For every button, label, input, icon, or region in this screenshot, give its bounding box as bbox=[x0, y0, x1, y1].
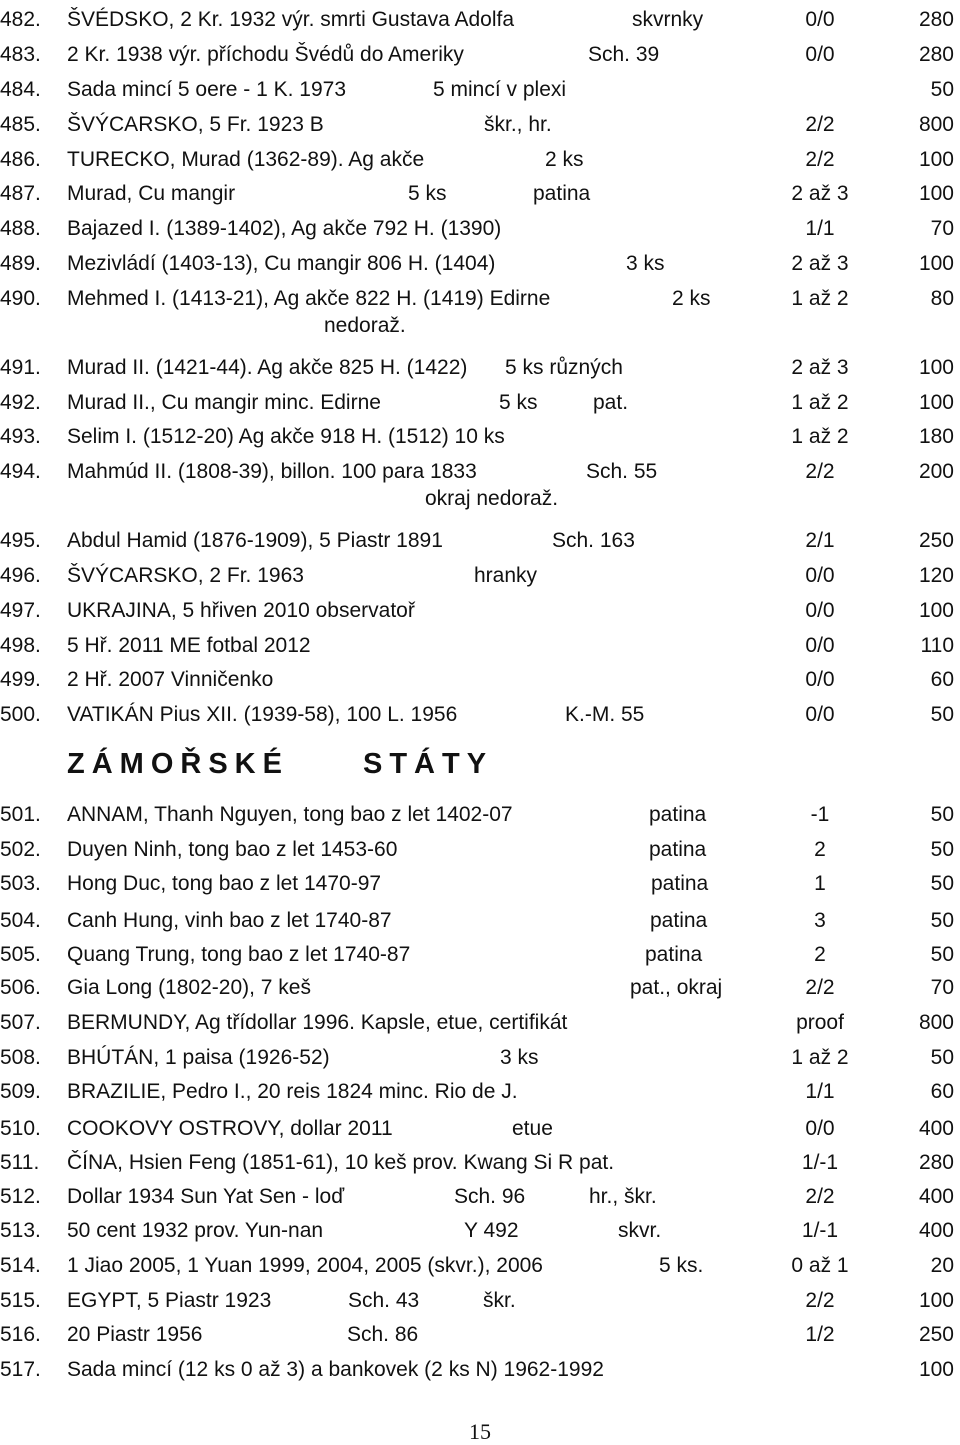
catalog-row bbox=[0, 697, 960, 731]
lot-number: 495. bbox=[0, 529, 41, 552]
lot-description: Canh Hung, vinh bao z let 1740-87 bbox=[67, 909, 392, 932]
lot-description: Sada mincí 5 oere - 1 K. 1973 bbox=[67, 78, 346, 101]
lot-description: Duyen Ninh, tong bao z let 1453-60 bbox=[67, 838, 398, 861]
lot-grade: 1 až 2 bbox=[791, 287, 849, 310]
lot-price: 100 bbox=[918, 599, 954, 622]
lot-extra: pat., okraj bbox=[630, 976, 723, 999]
lot-price: 100 bbox=[918, 356, 954, 379]
lot-grade: 1 až 2 bbox=[791, 1046, 849, 1069]
lot-grade: 2 až 3 bbox=[791, 252, 849, 275]
lot-description: EGYPT, 5 Piastr 1923 bbox=[67, 1289, 272, 1312]
catalog-row bbox=[0, 1005, 960, 1039]
catalog-row bbox=[0, 37, 960, 71]
lot-description: Murad II., Cu mangir minc. Edirne bbox=[67, 391, 381, 414]
lot-number: 501. bbox=[0, 803, 41, 826]
lot-price: 100 bbox=[918, 182, 954, 205]
lot-extra: Y 492 bbox=[464, 1219, 519, 1242]
catalog-row bbox=[0, 628, 960, 662]
lot-extra: škr., hr. bbox=[484, 113, 552, 136]
lot-grade: 1/1 bbox=[805, 1080, 835, 1103]
lot-price: 110 bbox=[920, 634, 954, 657]
lot-number: 506. bbox=[0, 976, 41, 999]
lot-extra: 5 mincí v plexi bbox=[433, 78, 567, 101]
lot-description: ŠVÝCARSKO, 5 Fr. 1923 B bbox=[67, 113, 324, 136]
lot-grade: 0/0 bbox=[805, 564, 835, 587]
lot-description: Selim I. (1512-20) Ag akče 918 H. (1512) 10 ks bbox=[67, 425, 505, 448]
lot-description: 2 Kr. 1938 výr. příchodu Švédů do Ameriky bbox=[67, 43, 464, 66]
lot-number: 516. bbox=[0, 1323, 41, 1346]
lot-extra: 5 ks. bbox=[659, 1254, 704, 1277]
lot-description: Murad II. (1421-44). Ag akče 825 H. (1422) bbox=[67, 356, 468, 379]
lot-grade: -1 bbox=[810, 803, 830, 826]
lot-extra: 5 ks bbox=[408, 182, 447, 205]
lot-grade: 1/2 bbox=[805, 1323, 835, 1346]
lot-extra: Sch. 43 bbox=[348, 1289, 420, 1312]
lot-grade: 2 až 3 bbox=[791, 182, 849, 205]
lot-grade: 2 až 3 bbox=[791, 356, 849, 379]
lot-description: BRAZILIE, Pedro I., 20 reis 1824 minc. Rio de J. bbox=[67, 1080, 518, 1103]
lot-extra: skvrnky bbox=[632, 8, 704, 31]
lot-grade: 2/2 bbox=[805, 148, 835, 171]
section-heading-part-2: STÁTY bbox=[363, 748, 494, 780]
lot-description: BERMUNDY, Ag třídollar 1996. Kapsle, etue, certifikát bbox=[67, 1011, 568, 1034]
lot-number: 510. bbox=[0, 1117, 41, 1140]
lot-extra: Sch. 86 bbox=[347, 1323, 419, 1346]
lot-extra: patina bbox=[650, 909, 708, 932]
lot-extra: Sch. 96 bbox=[454, 1185, 526, 1208]
lot-price: 50 bbox=[930, 803, 954, 826]
lot-grade: 1/-1 bbox=[801, 1219, 839, 1242]
lot-description: TURECKO, Murad (1362-89). Ag akče bbox=[67, 148, 425, 171]
lot-extra: 2 ks bbox=[545, 148, 584, 171]
lot-number: 508. bbox=[0, 1046, 41, 1069]
lot-extra: 2 ks bbox=[672, 287, 711, 310]
lot-grade: 0/0 bbox=[805, 43, 835, 66]
catalog-row bbox=[0, 662, 960, 696]
lot-price: 50 bbox=[930, 872, 954, 895]
lot-extra: etue bbox=[512, 1117, 553, 1140]
lot-grade: 0/0 bbox=[805, 703, 835, 726]
catalog-row bbox=[0, 419, 960, 453]
lot-number: 502. bbox=[0, 838, 41, 861]
catalog-row bbox=[0, 970, 960, 1004]
lot-price: 280 bbox=[918, 1151, 954, 1174]
lot-description: Dollar 1934 Sun Yat Sen - loď bbox=[67, 1185, 345, 1208]
catalog-row bbox=[0, 903, 960, 937]
lot-description: Sada mincí (12 ks 0 až 3) a bankovek (2 ks N) 1962-1992 bbox=[67, 1358, 604, 1381]
lot-price: 80 bbox=[930, 287, 954, 310]
catalog-row bbox=[0, 2, 960, 36]
catalog-row bbox=[0, 1074, 960, 1108]
lot-grade: 2 bbox=[814, 943, 826, 966]
catalog-row bbox=[0, 454, 960, 518]
lot-grade: 1/1 bbox=[805, 217, 835, 240]
catalog-row bbox=[0, 797, 960, 831]
catalog-row bbox=[0, 281, 960, 345]
lot-number: 504. bbox=[0, 909, 41, 932]
catalog-row bbox=[0, 593, 960, 627]
lot-number: 499. bbox=[0, 668, 41, 691]
lot-number: 512. bbox=[0, 1185, 41, 1208]
lot-grade: 0/0 bbox=[805, 599, 835, 622]
lot-price: 800 bbox=[918, 1011, 954, 1034]
catalog-row bbox=[0, 385, 960, 419]
lot-number: 490. bbox=[0, 287, 41, 310]
catalog-row bbox=[0, 1317, 960, 1351]
lot-description: UKRAJINA, 5 hřiven 2010 observatoř bbox=[67, 599, 415, 622]
lot-description: Mehmed I. (1413-21), Ag akče 822 H. (1419) Edirne bbox=[67, 287, 551, 310]
lot-grade: 2 bbox=[814, 838, 826, 861]
lot-price: 50 bbox=[930, 909, 954, 932]
lot-price: 60 bbox=[930, 668, 954, 691]
lot-grade: 2/2 bbox=[805, 1289, 835, 1312]
lot-number: 509. bbox=[0, 1080, 41, 1103]
lot-number: 500. bbox=[0, 703, 41, 726]
catalog-row bbox=[0, 1111, 960, 1145]
lot-number: 513. bbox=[0, 1219, 41, 1242]
lot-description: Mezivládí (1403-13), Cu mangir 806 H. (1404) bbox=[67, 252, 496, 275]
lot-number: 496. bbox=[0, 564, 41, 587]
lot-price: 400 bbox=[918, 1219, 954, 1242]
catalog-row bbox=[0, 72, 960, 106]
catalog-row bbox=[0, 176, 960, 210]
lot-price: 280 bbox=[918, 8, 954, 31]
page-number: 15 bbox=[469, 1419, 491, 1444]
lot-extra-2: hr., škr. bbox=[589, 1185, 657, 1208]
lot-description: Hong Duc, tong bao z let 1470-97 bbox=[67, 872, 382, 895]
lot-price: 50 bbox=[930, 1046, 954, 1069]
lot-description: ŠVÝCARSKO, 2 Fr. 1963 bbox=[67, 564, 304, 587]
catalog-row bbox=[0, 246, 960, 280]
lot-extra: Sch. 39 bbox=[588, 43, 660, 66]
lot-description: 2 Hř. 2007 Vinničenko bbox=[67, 668, 274, 691]
section-heading-part-1: ZÁMOŘSKÉ bbox=[67, 748, 289, 780]
lot-grade: 0/0 bbox=[805, 634, 835, 657]
lot-price: 400 bbox=[918, 1185, 954, 1208]
lot-description: Mahmúd II. (1808-39), billon. 100 para 1833 bbox=[67, 460, 477, 483]
lot-extra-2: skvr. bbox=[618, 1219, 662, 1242]
lot-number: 515. bbox=[0, 1289, 41, 1312]
lot-grade: 1 až 2 bbox=[791, 425, 849, 448]
lot-price: 180 bbox=[918, 425, 954, 448]
lot-extra: patina bbox=[649, 803, 707, 826]
lot-description: BHÚTÁN, 1 paisa (1926-52) bbox=[67, 1046, 330, 1069]
lot-grade: proof bbox=[796, 1011, 844, 1034]
lot-grade: 3 bbox=[814, 909, 826, 932]
lot-number: 494. bbox=[0, 460, 41, 483]
catalog-row bbox=[0, 1179, 960, 1213]
lot-number: 483. bbox=[0, 43, 41, 66]
lot-extra: Sch. 163 bbox=[552, 529, 635, 552]
catalog-row bbox=[0, 866, 960, 900]
lot-extra: 3 ks bbox=[626, 252, 665, 275]
lot-note: okraj nedoraž. bbox=[425, 487, 559, 510]
lot-description: Quang Trung, tong bao z let 1740-87 bbox=[67, 943, 411, 966]
catalog-row bbox=[0, 558, 960, 592]
lot-extra-2: pat. bbox=[593, 391, 629, 414]
lot-number: 517. bbox=[0, 1358, 41, 1381]
catalog-row bbox=[0, 211, 960, 245]
lot-grade: 2/2 bbox=[805, 460, 835, 483]
lot-description: Gia Long (1802-20), 7 keš bbox=[67, 976, 311, 999]
catalog-row bbox=[0, 1352, 960, 1386]
lot-grade: 2/2 bbox=[805, 976, 835, 999]
lot-number: 487. bbox=[0, 182, 41, 205]
catalog-row bbox=[0, 937, 960, 971]
lot-extra: patina bbox=[649, 838, 707, 861]
lot-grade: 0 až 1 bbox=[791, 1254, 849, 1277]
lot-number: 497. bbox=[0, 599, 41, 622]
lot-description: ŠVÉDSKO, 2 Kr. 1932 výr. smrti Gustava Adolfa bbox=[67, 8, 515, 31]
lot-extra: hranky bbox=[474, 564, 538, 587]
lot-number: 486. bbox=[0, 148, 41, 171]
lot-number: 488. bbox=[0, 217, 41, 240]
lot-description: 50 cent 1932 prov. Yun-nan bbox=[67, 1219, 324, 1242]
catalog-row bbox=[0, 523, 960, 557]
lot-price: 50 bbox=[930, 943, 954, 966]
lot-grade: 1 až 2 bbox=[791, 391, 849, 414]
catalog-row bbox=[0, 1040, 960, 1074]
lot-extra: Sch. 55 bbox=[586, 460, 658, 483]
lot-price: 100 bbox=[918, 391, 954, 414]
lot-extra: patina bbox=[651, 872, 709, 895]
catalog-row bbox=[0, 1283, 960, 1317]
lot-price: 60 bbox=[930, 1080, 954, 1103]
lot-description: Bajazed I. (1389-1402), Ag akče 792 H. (1390) bbox=[67, 217, 502, 240]
catalog-row bbox=[0, 1248, 960, 1282]
lot-description: VATIKÁN Pius XII. (1939-58), 100 L. 1956 bbox=[67, 703, 458, 726]
lot-price: 70 bbox=[930, 976, 954, 999]
lot-grade: 0/0 bbox=[805, 8, 835, 31]
lot-description: ANNAM, Thanh Nguyen, tong bao z let 1402-07 bbox=[67, 803, 513, 826]
lot-number: 489. bbox=[0, 252, 41, 275]
lot-number: 493. bbox=[0, 425, 41, 448]
lot-number: 507. bbox=[0, 1011, 41, 1034]
lot-price: 250 bbox=[918, 1323, 954, 1346]
lot-grade: 2/2 bbox=[805, 113, 835, 136]
lot-number: 484. bbox=[0, 78, 41, 101]
lot-note: nedoraž. bbox=[324, 314, 406, 337]
catalog-row bbox=[0, 1213, 960, 1247]
lot-number: 482. bbox=[0, 8, 41, 31]
lot-number: 514. bbox=[0, 1254, 41, 1277]
lot-extra: patina bbox=[645, 943, 703, 966]
lot-price: 250 bbox=[918, 529, 954, 552]
lot-price: 50 bbox=[930, 703, 954, 726]
lot-number: 498. bbox=[0, 634, 41, 657]
lot-price: 50 bbox=[930, 838, 954, 861]
lot-extra-2: škr. bbox=[483, 1289, 516, 1312]
lot-grade: 1/-1 bbox=[801, 1151, 839, 1174]
lot-number: 485. bbox=[0, 113, 41, 136]
lot-description: Murad, Cu mangir bbox=[67, 182, 236, 205]
lot-price: 50 bbox=[930, 78, 954, 101]
lot-grade: 1 bbox=[814, 872, 826, 895]
lot-description: 20 Piastr 1956 bbox=[67, 1323, 203, 1346]
lot-price: 800 bbox=[918, 113, 954, 136]
lot-grade: 0/0 bbox=[805, 668, 835, 691]
lot-number: 503. bbox=[0, 872, 41, 895]
lot-extra: 5 ks bbox=[499, 391, 538, 414]
lot-price: 200 bbox=[918, 460, 954, 483]
catalog-row bbox=[0, 350, 960, 384]
lot-number: 492. bbox=[0, 391, 41, 414]
lot-price: 20 bbox=[930, 1254, 954, 1277]
lot-extra: K.-M. 55 bbox=[565, 703, 645, 726]
catalog-row bbox=[0, 1145, 960, 1179]
lot-price: 100 bbox=[918, 1358, 954, 1381]
lot-number: 511. bbox=[0, 1151, 40, 1174]
catalog-row bbox=[0, 142, 960, 176]
lot-price: 280 bbox=[918, 43, 954, 66]
lot-number: 505. bbox=[0, 943, 41, 966]
lot-price: 400 bbox=[918, 1117, 954, 1140]
lot-description: 5 Hř. 2011 ME fotbal 2012 bbox=[67, 634, 311, 657]
lot-price: 100 bbox=[918, 1289, 954, 1312]
lot-description: ČÍNA, Hsien Feng (1851-61), 10 keš prov. Kwang Si R pat. bbox=[67, 1151, 615, 1174]
lot-extra: 3 ks bbox=[500, 1046, 539, 1069]
lot-extra-2: patina bbox=[533, 182, 591, 205]
lot-description: Abdul Hamid (1876-1909), 5 Piastr 1891 bbox=[67, 529, 443, 552]
catalog-row bbox=[0, 832, 960, 866]
lot-grade: 2/2 bbox=[805, 1185, 835, 1208]
lot-description: 1 Jiao 2005, 1 Yuan 1999, 2004, 2005 (skvr.), 2006 bbox=[67, 1254, 543, 1277]
lot-grade: 0/0 bbox=[805, 1117, 835, 1140]
catalog-row bbox=[0, 107, 960, 141]
lot-description: COOKOVY OSTROVY, dollar 2011 bbox=[67, 1117, 393, 1140]
lot-number: 491. bbox=[0, 356, 41, 379]
lot-grade: 2/1 bbox=[805, 529, 835, 552]
lot-price: 100 bbox=[918, 148, 954, 171]
lot-price: 70 bbox=[930, 217, 954, 240]
lot-price: 120 bbox=[918, 564, 954, 587]
lot-extra: 5 ks různých bbox=[505, 356, 623, 379]
lot-price: 100 bbox=[918, 252, 954, 275]
